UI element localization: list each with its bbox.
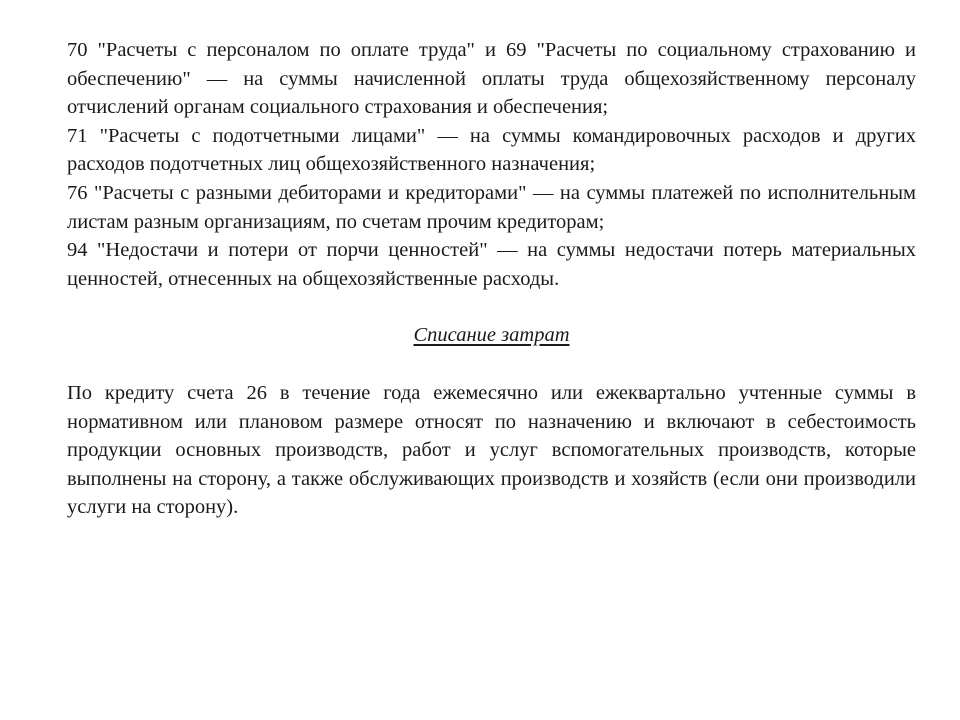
account-entry-94: 94 "Недостачи и потери от порчи ценностей" — на суммы недостачи потерь материальных ценностей, отнесенных на общехозяйственные расходы.	[67, 239, 916, 290]
document-page	[67, 36, 916, 522]
section-paragraph: По кредиту счета 26 в течение года ежемесячно или ежеквартально учтенные суммы в нормативном или плановом размере относят по назначению и включают в себестоимость продукции основных производств, работ и услуг вспомогательных производств, которые выполнены на сторону, а также обслуживающих производств и хозяйств (если они производили услуги на сторону).	[67, 381, 916, 519]
account-entry-76: 76 "Расчеты с разными дебиторами и кредиторами" — на суммы платежей по исполнительным листам разным организациям, по счетам прочим кредиторам;	[67, 181, 916, 233]
account-entry-70-69: 70 "Расчеты с персоналом по оплате труда" и 69 "Расчеты по социальному страхованию и обеспечению" — на суммы начисленной оплаты труда общехозяйственному персоналу отчислений органам социального страхования и обеспечения;	[67, 39, 916, 119]
section-heading: Списание затрат	[413, 324, 570, 347]
account-entry-71: 71 "Расчеты с подотчетными лицами" — на суммы командировочных расходов и других расходов подотчетных лиц общехозяйственного назначения;	[67, 124, 916, 176]
